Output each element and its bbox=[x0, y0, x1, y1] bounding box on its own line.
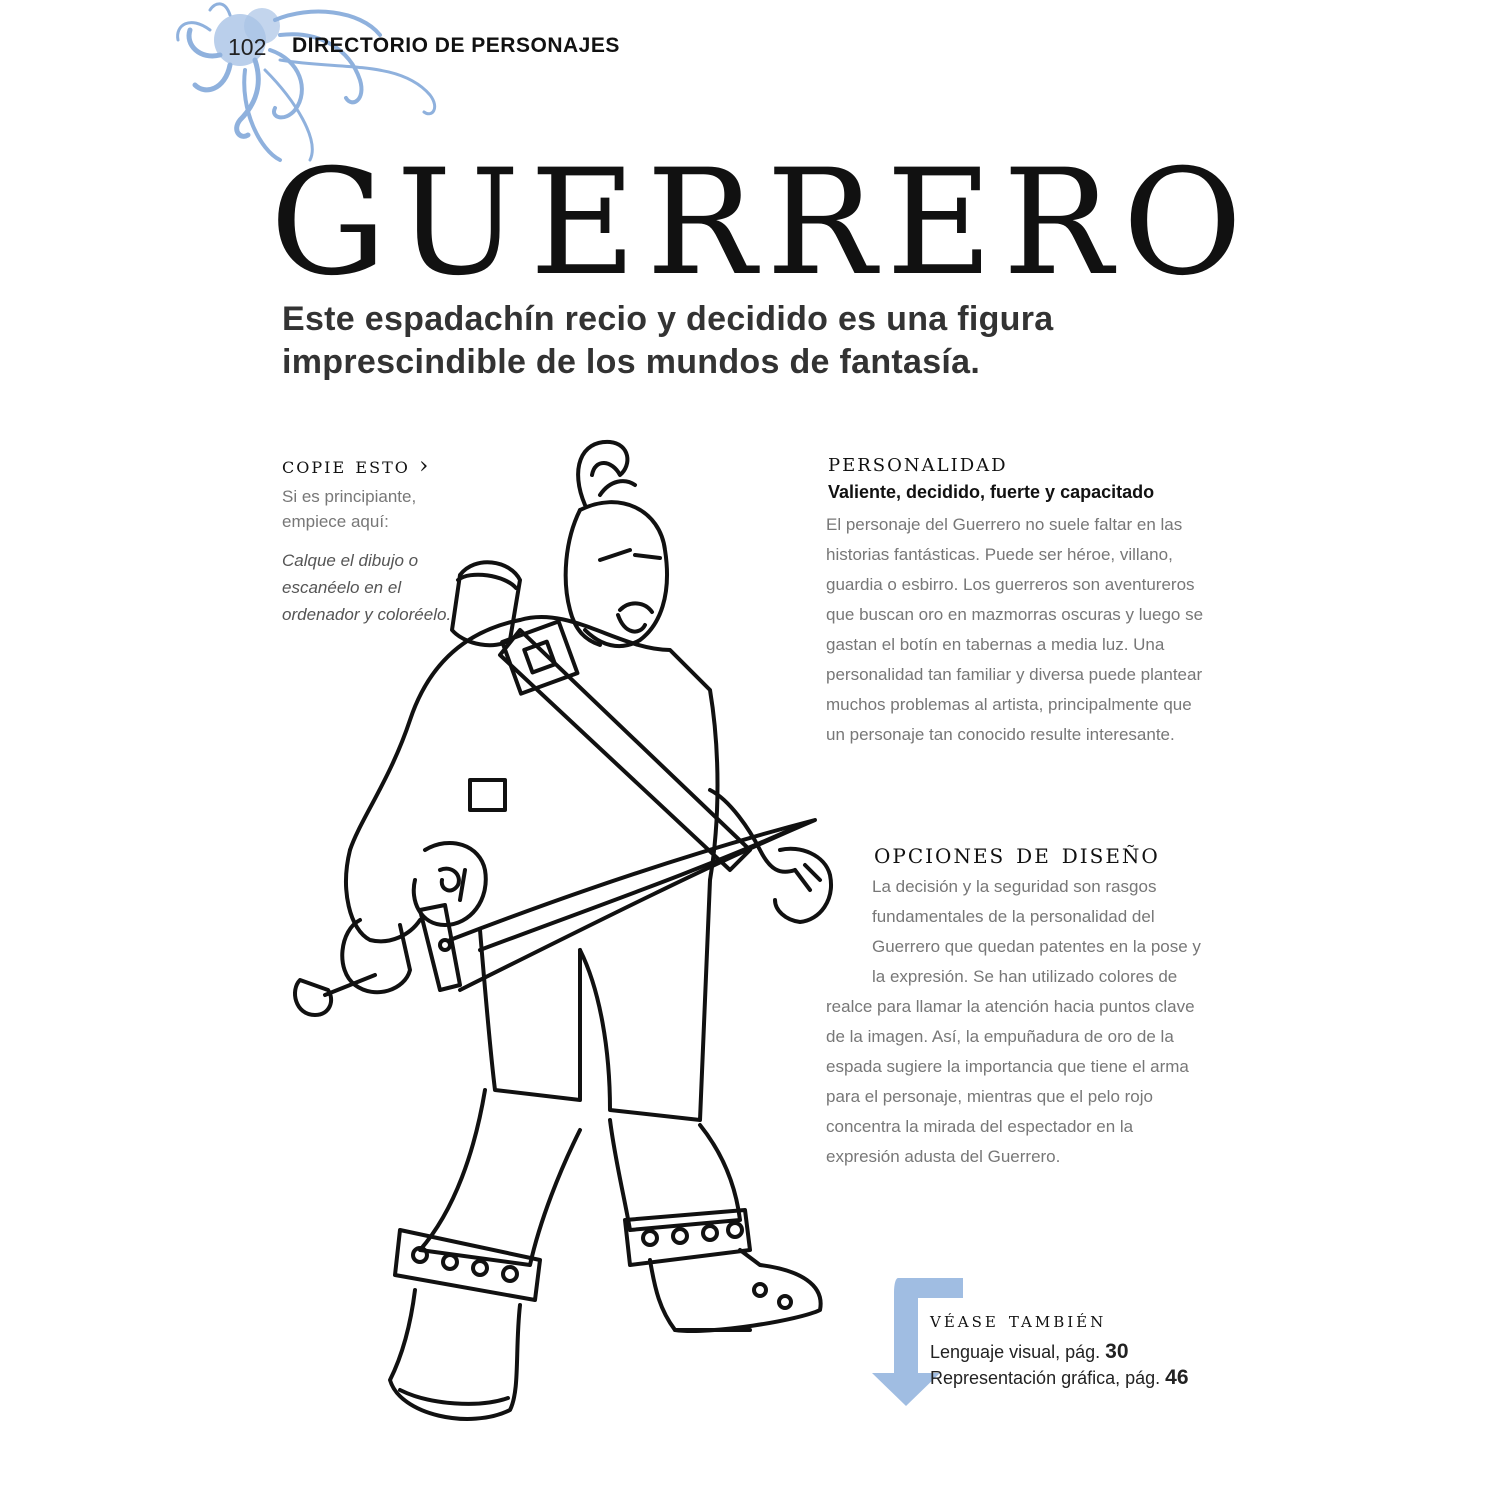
copy-this-body: Calque el dibujo o escanéelo en el ordenador y coloréelo. bbox=[282, 551, 452, 624]
intro-text: Este espadachín recio y decidido es una figura imprescindible de los mundos de fantasía. bbox=[282, 300, 1054, 381]
reference-page: 30 bbox=[1105, 1340, 1129, 1363]
see-also-link-visual-language[interactable] bbox=[930, 1340, 1129, 1364]
page-title: GUERRERO bbox=[270, 138, 1253, 308]
see-also-link-graphic-representation[interactable] bbox=[930, 1366, 1189, 1390]
section-title: DIRECTORIO DE PERSONAJES bbox=[292, 34, 620, 57]
personality-body: El personaje del Guerrero no suele faltar en las historias fantásticas. Puede ser héroe, villano, guardia o esbirro. Los guerreros son aventureros que buscan oro en mazmorras oscuras y luego se gastan el botín en tabernas a media luz. Una personalidad tan familiar y diversa puede plantear muchos problemas al artista, principalmente que un personaje tan conocido resulte interesante. bbox=[826, 515, 1204, 744]
reference-page: 46 bbox=[1165, 1366, 1189, 1389]
design-options-text: La decisión y la seguridad son rasgos fundamentales de la personalidad del Guerrero que quedan patentes en la pose y la expresión. Se han utilizado colores de realce para llamar la atención hacia puntos clave de la imagen. Así, la empuñadura de oro de la espada sugiere la importancia que tiene el arma para el personaje, mientras que el pelo rojo concentra la mirada del espectador en la expresión adusta del Guerrero. bbox=[826, 877, 1201, 1166]
design-options-body bbox=[826, 872, 1204, 1172]
copy-this-subtitle: Si es principiante, empiece aquí: bbox=[282, 487, 417, 531]
reference-label: Lenguaje visual, pág. bbox=[930, 1342, 1101, 1362]
copy-this-heading: copie esto › bbox=[282, 453, 431, 479]
personality-heading: personalidad bbox=[828, 448, 1008, 478]
personality-subheading: Valiente, decidido, fuerte y capacitado bbox=[828, 482, 1155, 502]
design-options-heading: opciones de diseño bbox=[874, 837, 1160, 870]
page-number: 102 bbox=[228, 34, 267, 60]
reference-label: Representación gráfica, pág. bbox=[930, 1368, 1161, 1388]
see-also-heading: véase también bbox=[930, 1308, 1107, 1333]
warrior-illustration bbox=[280, 430, 860, 1440]
text-wrap-spacer bbox=[826, 872, 872, 992]
